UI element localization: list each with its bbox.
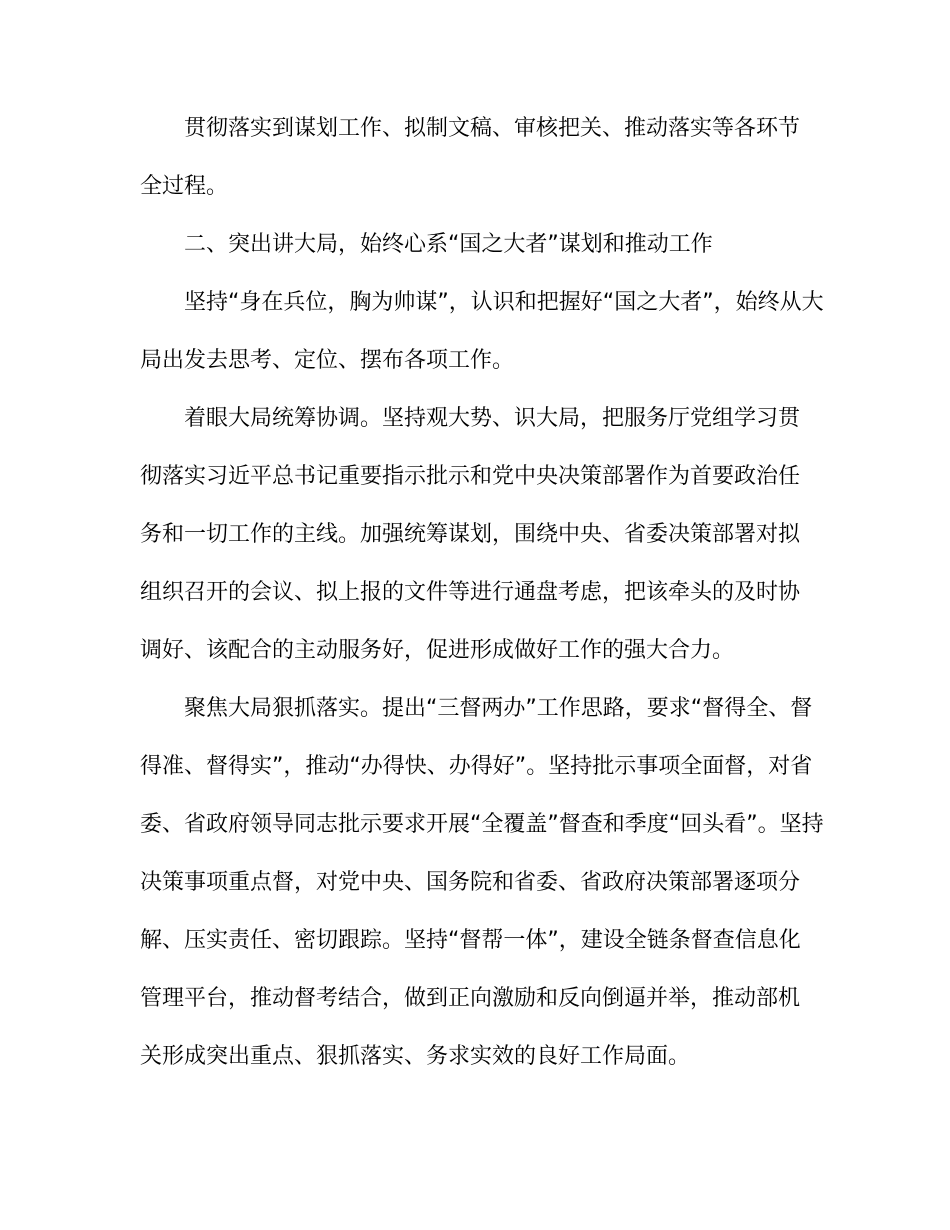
text-line: 务和一切工作的主线。加强统筹谋划，围绕中央、省委决策部署对拟 — [140, 522, 801, 547]
paragraph-intro — [140, 274, 824, 390]
text-line: 聚焦大局狠抓落实。提出“三督两办”工作思路，要求“督得全、督 — [184, 696, 813, 721]
paragraph-continuation — [140, 100, 810, 216]
paragraph-coordination — [140, 390, 810, 680]
text-line: 决策事项重点督，对党中央、国务院和省委、省政府决策部署逐项分 — [140, 870, 801, 895]
text-line: 局出发去思考、定位、摆布各项工作。 — [140, 348, 515, 373]
text-line: 着眼大局统筹协调。坚持观大势、识大局，把服务厅党组学习贯 — [184, 406, 801, 431]
text-line: 委、省政府领导同志批示要求开展“全覆盖”督查和季度“回头看”。坚持 — [140, 812, 824, 837]
text-line: 组织召开的会议、拟上报的文件等进行通盘考虑，把该牵头的及时协 — [140, 580, 801, 605]
text-line: 坚持“身在兵位，胸为帅谋”，认识和把握好“国之大者”，始终从大 — [184, 290, 824, 315]
text-line: 关形成突出重点、狠抓落实、务求实效的良好工作局面。 — [140, 1044, 691, 1069]
text-line: 彻落实习近平总书记重要指示批示和党中央决策部署作为首要政治任 — [140, 464, 801, 489]
document-page — [140, 100, 824, 1086]
section-heading — [140, 216, 810, 274]
text-line: 调好、该配合的主动服务好，促进形成做好工作的强大合力。 — [140, 638, 735, 663]
text-line: 全过程。 — [140, 174, 229, 199]
text-line: 解、压实责任、密切跟踪。坚持“督帮一体”，建设全链条督查信息化 — [140, 928, 801, 953]
text-line: 管理平台，推动督考结合，做到正向激励和反向倒逼并举，推动部机 — [140, 986, 801, 1011]
heading-line: 二、突出讲大局，始终心系“国之大者”谋划和推动工作 — [184, 232, 713, 257]
paragraph-implementation — [140, 680, 824, 1086]
text-line: 得准、督得实”，推动“办得快、办得好”。坚持批示事项全面督，对省 — [140, 754, 813, 779]
text-line: 贯彻落实到谋划工作、拟制文稿、审核把关、推动落实等各环节 — [184, 116, 801, 141]
